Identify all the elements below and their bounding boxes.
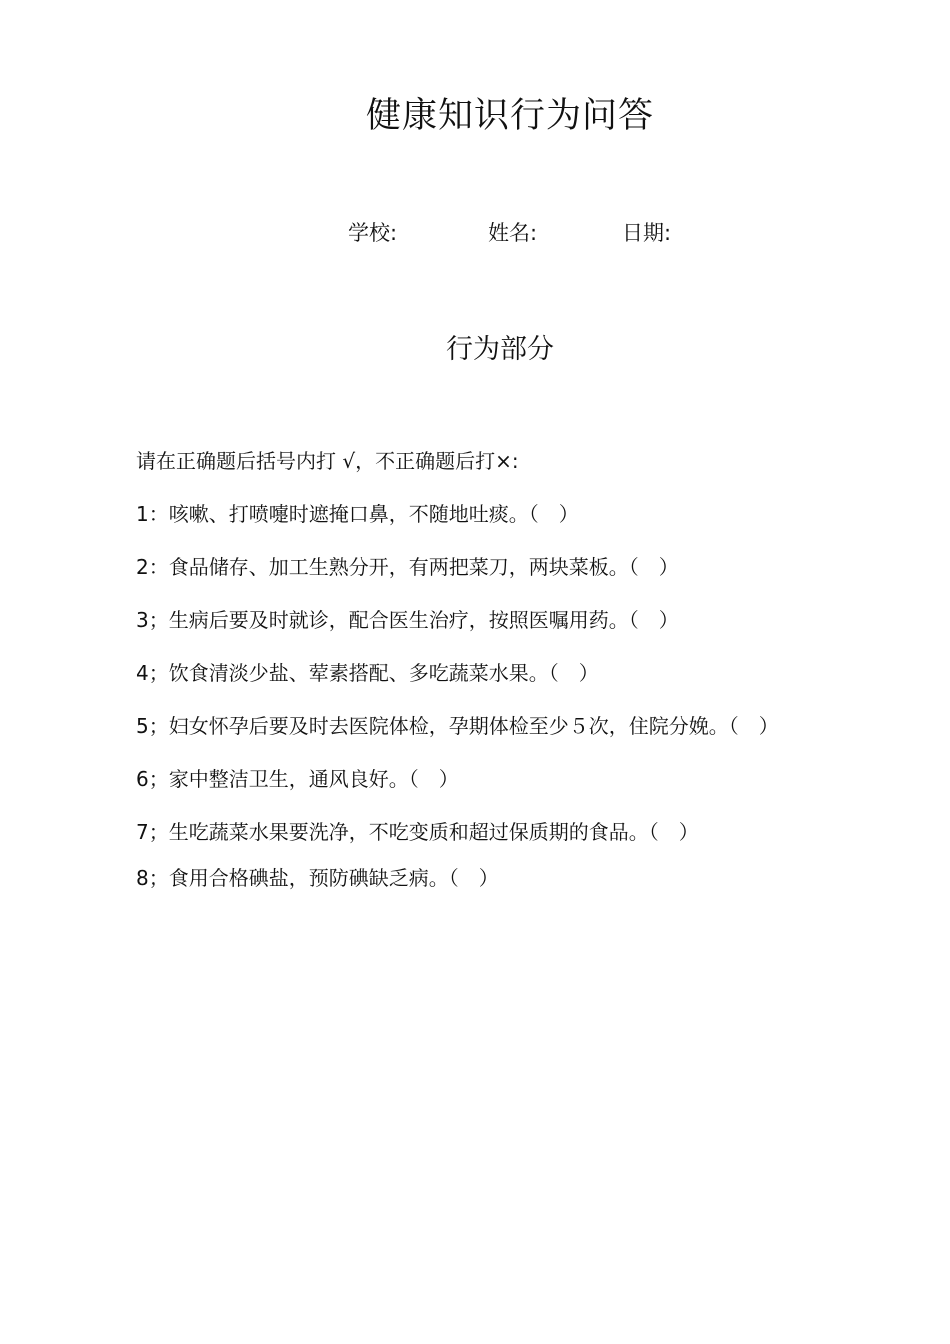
question-item: 7；生吃蔬菜水果要洗净，不吃变质和超过保质期的食品。（ ） (136, 820, 699, 844)
name-label: 姓名: (488, 221, 538, 245)
question-item: 2：食品储存、加工生熟分开，有两把菜刀，两块菜板。（ ） (136, 555, 679, 579)
question-item: 5；妇女怀孕后要及时去医院体检，孕期体检至少５次，住院分娩。（ ） (136, 714, 779, 738)
question-item: 4；饮食清淡少盐、荤素搭配、多吃蔬菜水果。（ ） (136, 661, 599, 685)
instruction-text: 请在正确题后括号内打 √，不正确题后打×: (136, 449, 519, 473)
question-item: 1：咳嗽、打喷嚏时遮掩口鼻，不随地吐痰。（ ） (136, 502, 579, 526)
question-list (100, 443, 828, 913)
page-title: 健康知识行为问答 (365, 96, 654, 136)
info-fields-row (348, 218, 671, 248)
question-item: 6；家中整洁卫生，通风良好。（ ） (136, 767, 459, 791)
date-label: 日期: (622, 221, 672, 245)
school-label: 学校: (348, 221, 398, 245)
question-item: 3；生病后要及时就诊，配合医生治疗，按照医嘱用药。（ ） (136, 608, 679, 632)
section-title: 行为部分 (446, 334, 554, 365)
question-item: 8；食用合格碘盐，预防碘缺乏病。（ ） (136, 866, 499, 890)
